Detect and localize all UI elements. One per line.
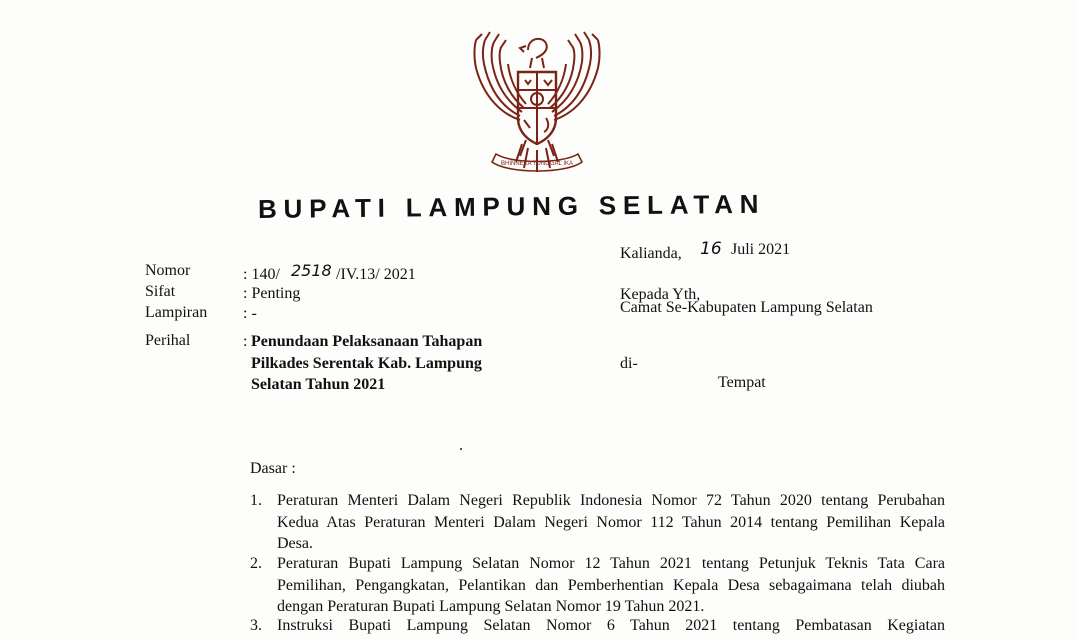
ink-speck (460, 448, 462, 450)
item-line: Pemilihan, Pengangkatan, Pelantikan dan Pemberhentian Kepala Desa sebagaimana telah diubah (277, 576, 945, 594)
nomor-label: Nomor (145, 262, 191, 279)
perihal-line-3: Selatan Tahun 2021 (251, 376, 386, 393)
item-number: 1. (250, 492, 262, 509)
item-line: Instruksi Bupati Lampung Selatan Nomor 6 Tahun 2021 tentang Pembatasan Kegiatan (277, 617, 945, 634)
perihal-label: Perihal (145, 332, 191, 349)
perihal-line-1: Penundaan Pelaksanaan Tahapan (251, 333, 483, 350)
item-line: Desa. (277, 535, 313, 552)
sifat-value: : Penting (243, 285, 301, 302)
recipient-salutation: Kepada Yth, (620, 286, 701, 303)
recipient-di: di- (620, 355, 638, 372)
garuda-emblem-icon (462, 28, 612, 183)
lampiran-value: : - (243, 305, 257, 322)
document-heading: BUPATI LAMPUNG SELATAN (257, 188, 766, 224)
item-line: Kedua Atas Peraturan Menteri Dalam Negeri Nomor 112 Tahun 2014 tentang Pemilihan Kepala (277, 513, 945, 531)
date-month-year: Juli 2021 (731, 241, 791, 258)
item-number: 2. (250, 555, 262, 572)
sifat-label: Sifat (145, 283, 176, 300)
nomor-suffix: /IV.13/ 2021 (336, 266, 416, 283)
date-day-handwritten: 16 (700, 239, 722, 259)
lampiran-label: Lampiran (145, 304, 208, 321)
perihal-colon: : (243, 333, 248, 350)
nomor-prefix: : 140/ (243, 266, 280, 283)
recipient-name: Camat Se-Kabupaten Lampung Selatan (620, 299, 873, 316)
item-line: Peraturan Menteri Dalam Negeri Republik Indonesia Nomor 72 Tahun 2020 tentang Perubahan (277, 492, 945, 509)
nomor-handwritten: 2518 (291, 261, 332, 280)
recipient-tempat: Tempat (718, 374, 766, 391)
item-number: 3. (250, 617, 262, 634)
date-city: Kalianda, (620, 245, 682, 262)
perihal-line-2: Pilkades Serentak Kab. Lampung (251, 355, 482, 372)
dasar-label: Dasar : (250, 460, 296, 477)
item-line: Peraturan Bupati Lampung Selatan Nomor 12 Tahun 2021 tentang Petunjuk Teknis Tata Cara (277, 555, 945, 572)
item-line: dengan Peraturan Bupati Lampung Selatan Nomor 19 Tahun 2021. (277, 598, 705, 615)
emblem-motto-text: BHINNEKA TUNGGAL IKA (500, 161, 574, 167)
